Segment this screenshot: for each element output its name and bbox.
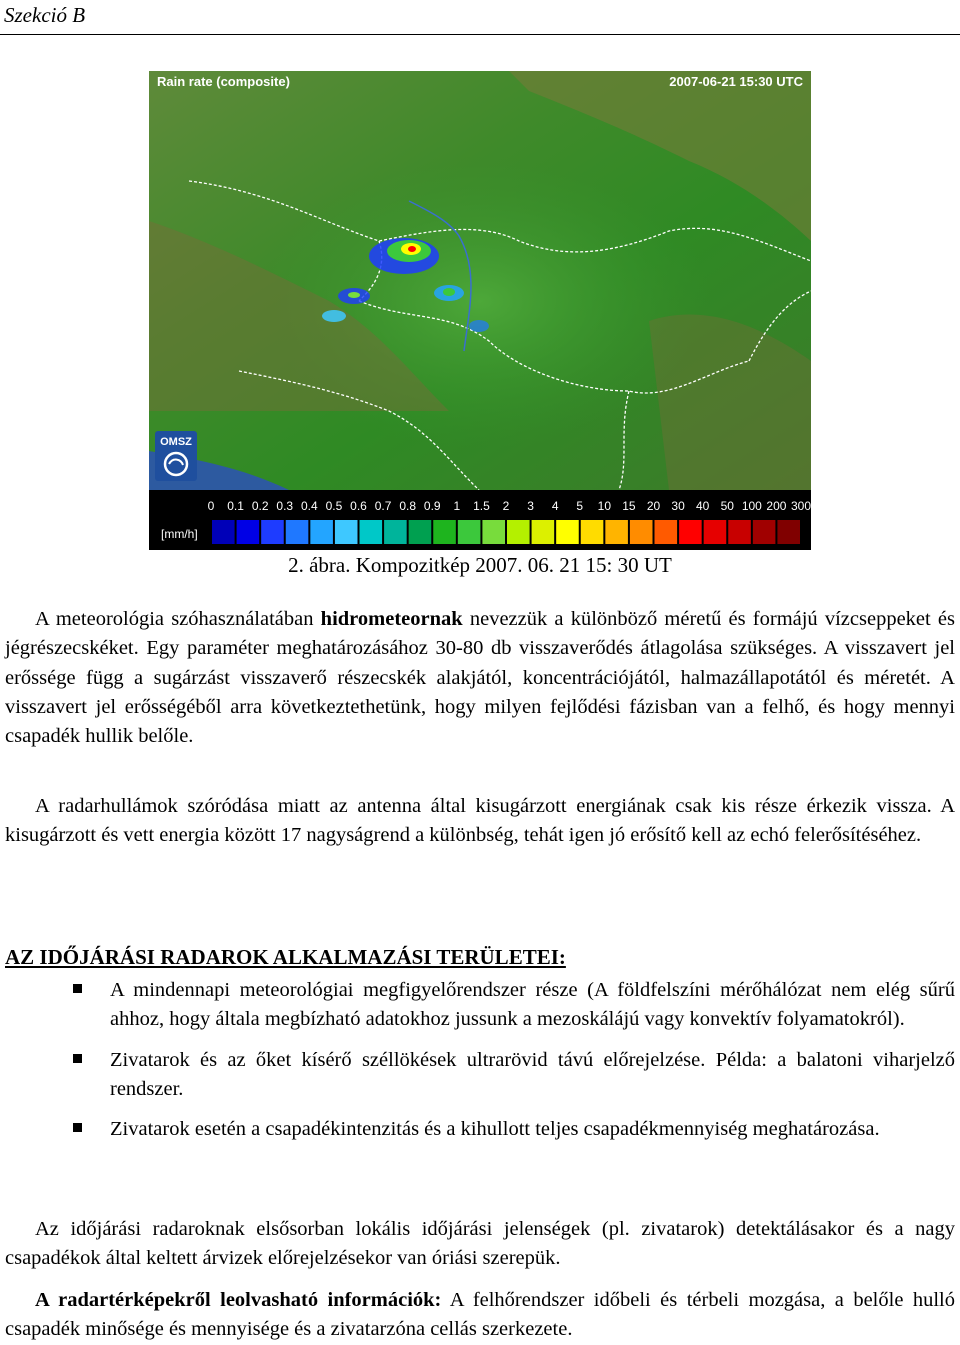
bullet-square-icon: [73, 1054, 82, 1063]
scale-label: 0: [207, 499, 215, 513]
radar-info-label: A radartérképekről leolvasható információk:: [35, 1289, 442, 1311]
scale-label: 0.7: [374, 499, 392, 513]
list-item: A mindennapi meteorológiai megfigyelőrendszer része (A földfelszíni mérőhálózat nem elég sűrű ahhoz, hogy általa megbízható adatokhoz jussunk a mezoskálájú vagy konvektív folyamatokról).: [0, 976, 960, 1035]
scale-label: 300: [790, 499, 811, 513]
scale-label: 0.4: [300, 499, 318, 513]
scale-swatch: [409, 520, 432, 544]
radar-title-left: Rain rate (composite): [157, 74, 290, 89]
scale-label: 1: [453, 499, 461, 513]
scale-label: 200: [766, 499, 787, 513]
scale-swatch: [482, 520, 505, 544]
scale-swatch: [360, 520, 383, 544]
scale-swatch: [384, 520, 407, 544]
scale-swatch: [286, 520, 309, 544]
application-list: [0, 976, 960, 1155]
scale-label: 0.1: [227, 499, 244, 513]
scale-swatch: [556, 520, 579, 544]
scale-label: 0.5: [325, 499, 343, 513]
scale-label: 50: [720, 499, 734, 513]
radar-composite-map: [149, 71, 811, 550]
scale-swatch: [532, 520, 555, 544]
scale-label: 4: [551, 499, 559, 513]
scale-swatch: [753, 520, 776, 544]
term-hidrometeor: hidrometeornak: [320, 608, 463, 630]
scale-label: 40: [695, 499, 710, 513]
scale-label: 15: [622, 499, 636, 513]
scale-swatch: [777, 520, 800, 544]
bullet-square-icon: [73, 984, 82, 993]
scale-label: 0.3: [276, 499, 294, 513]
scale-label: 2: [502, 499, 510, 513]
scale-unit: [mm/h]: [161, 527, 198, 541]
section-heading: AZ IDŐJÁRÁSI RADAROK ALKALMAZÁSI TERÜLETEI:: [5, 945, 566, 969]
scale-swatch: [655, 520, 678, 544]
paragraph-scattering: A radarhullámok szóródása miatt az antenna által kisugárzott energiának csak kis része érkezik vissza. A kisugárzott és vett energia között 17 nagyságrend a különbség, tehát igen jó erősítő kell az echó felerősítéséhez.: [5, 795, 955, 847]
scale-label: 1.5: [473, 499, 490, 513]
section-title: Szekció B: [4, 3, 86, 27]
list-item: Zivatarok esetén a csapadékintenzitás és a kihullott teljes csapadékmennyiség meghatározása.: [0, 1115, 960, 1144]
scale-swatch: [310, 520, 333, 544]
paragraph-local-phenomena: Az időjárási radaroknak elsősorban lokális időjárási jelenségek (pl. zivatarok) detektálásakor és a nagy csapadékok által keltett árvizek előrejelzésekor van óriási szerepük.: [5, 1218, 955, 1270]
scale-swatch: [630, 520, 653, 544]
scale-swatch: [458, 520, 481, 544]
page-header: [0, 0, 960, 35]
svg-text:OMSZ: OMSZ: [160, 436, 192, 448]
scale-swatch: [704, 520, 727, 544]
scale-swatch: [507, 520, 530, 544]
omsz-logo: [155, 431, 197, 481]
scale-swatch: [581, 520, 604, 544]
scale-swatch: [605, 520, 628, 544]
scale-swatch: [433, 520, 456, 544]
scale-label: 0.2: [251, 499, 269, 513]
scale-label: 5: [576, 499, 584, 513]
bullet-square-icon: [73, 1123, 82, 1132]
scale-label: 3: [527, 499, 534, 513]
scale-swatch: [261, 520, 284, 544]
scale-swatch: [212, 520, 235, 544]
paragraph-hydrometeors: A meteorológia szóhasználatában hidrometeornak nevezzük a különböző méretű és formájú vízcseppeket és jégrészecskéket. Egy paraméter meghatározásához 30-80 db visszaverődés átlagolása szükséges. A visszavert jel erőssége függ a sugárzást visszaverő részecskék alakjától, koncentrációjától, halmazállapotától és méretét. A visszavert jel erősségéből arra következtethetünk, hogy milyen fejlődési fázisban van a felhő, és hogy mennyi csapadék hullik belőle.: [5, 608, 955, 748]
scale-label: 0.8: [399, 499, 417, 513]
scale-label: 0.6: [350, 499, 367, 513]
paragraph-radar-info: A radartérképekről leolvasható információk: A felhőrendszer időbeli és térbeli mozgása, a belőle hulló csapadék minősége és mennyisége és a zivatarzóna cellás szerkezete.: [5, 1289, 956, 1341]
scale-label: 20: [646, 499, 661, 513]
list-item: Zivatarok és az őket kísérő széllökések ultrarövid távú előrejelzése. Példa: a balatoni viharjelző rendszer.: [0, 1046, 960, 1105]
scale-label: 100: [741, 499, 762, 513]
scale-swatch: [237, 520, 260, 544]
scale-label: 10: [597, 499, 612, 513]
scale-swatch: [728, 520, 751, 544]
scale-swatch: [679, 520, 702, 544]
scale-label: 30: [671, 499, 685, 513]
scale-swatch: [335, 520, 358, 544]
figure-caption: 2. ábra. Kompozitkép 2007. 06. 21 15: 30 UT: [288, 553, 672, 577]
radar-figure: [149, 71, 811, 550]
radar-timestamp: 2007-06-21 15:30 UTC: [669, 74, 803, 89]
scale-label: 0.9: [423, 499, 441, 513]
